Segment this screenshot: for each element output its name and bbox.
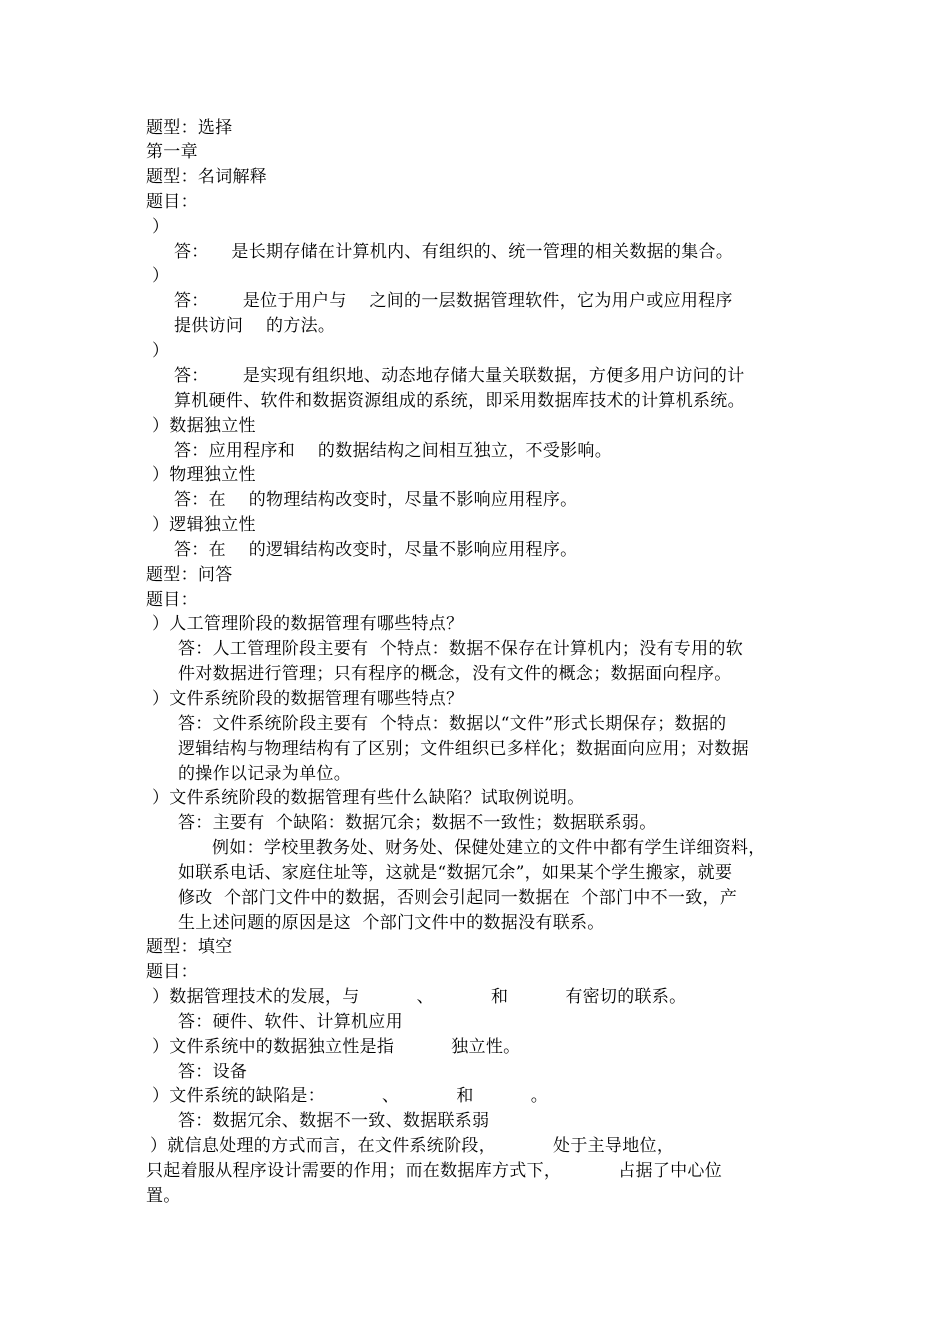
example-text: 例如：学校里教务处、财务处、保健处建立的文件中都有学生详细资料，: [212, 838, 766, 858]
question-text: 只起着服从程序设计需要的作用；而在数据库方式下， 占据了中心位: [146, 1161, 723, 1181]
answer-text: 答：在 的物理结构改变时，尽量不影响应用程序。: [174, 490, 578, 510]
chapter-heading: 第一章: [146, 142, 198, 162]
answer-text: 的操作以记录为单位。: [178, 764, 351, 784]
answer-text: 答：硬件、软件、计算机应用: [178, 1012, 403, 1032]
answer-text: 逻辑结构与物理结构有了区别；文件组织已多样化；数据面向应用；对数据: [178, 739, 749, 759]
item-number: ）: [152, 217, 170, 237]
answer-text: 件对数据进行管理；只有程序的概念，没有文件的概念；数据面向程序。: [178, 664, 732, 684]
question-text: ）文件系统的缺陷是： 、 和 。: [152, 1086, 549, 1106]
question-text: ）人工管理阶段的数据管理有哪些特点？: [152, 614, 464, 634]
question-text: ）就信息处理的方式而言，在文件系统阶段， 处于主导地位，: [150, 1136, 675, 1156]
question-text: ）文件系统阶段的数据管理有哪些特点？: [152, 689, 464, 709]
answer-text: 答： 是实现有组织地、动态地存储大量关联数据，方便多用户访问的计: [174, 366, 745, 386]
questions-label: 题目：: [146, 962, 198, 982]
item-term: ）数据独立性: [152, 416, 256, 436]
answer-text: 答：人工管理阶段主要有 个特点：数据不保存在计算机内；没有专用的软: [178, 639, 744, 659]
item-number: ）: [152, 341, 170, 361]
question-text: ）数据管理技术的发展，与 、 和 有密切的联系。: [152, 987, 687, 1007]
question-text: 置。: [146, 1186, 181, 1206]
answer-text: 答：文件系统阶段主要有 个特点：数据以“文件”形式长期保存；数据的: [178, 714, 727, 734]
answer-text: 答：应用程序和 的数据结构之间相互独立，不受影响。: [174, 441, 613, 461]
item-term: ）逻辑独立性: [152, 515, 256, 535]
answer-text: 答：在 的逻辑结构改变时，尽量不影响应用程序。: [174, 540, 578, 560]
example-text: 生上述问题的原因是这 个部门文件中的数据没有联系。: [178, 913, 605, 933]
answer-text: 答： 是长期存储在计算机内、有组织的、统一管理的相关数据的集合。: [174, 242, 734, 262]
answer-text: 提供访问 的方法。: [174, 316, 336, 336]
item-number: ）: [152, 266, 170, 286]
example-text: 修改 个部门文件中的数据，否则会引起同一数据在 个部门中不一致，产: [178, 888, 738, 908]
answer-text: 算机硬件、软件和数据资源组成的系统，即采用数据库技术的计算机系统。: [174, 391, 745, 411]
questions-label: 题目：: [146, 590, 198, 610]
question-text: ）文件系统中的数据独立性是指 独立性。: [152, 1037, 521, 1057]
answer-text: 答：主要有 个缺陷：数据冗余；数据不一致性；数据联系弱。: [178, 813, 657, 833]
question-type-terms: 题型：名词解释: [146, 167, 268, 187]
answer-text: 答：设备: [178, 1062, 248, 1082]
answer-text: 答： 是位于用户与 之间的一层数据管理软件，它为用户或应用程序: [174, 291, 733, 311]
questions-label: 题目：: [146, 192, 198, 212]
example-text: 如联系电话、家庭住址等，这就是“数据冗余”，如果某个学生搬家，就要: [178, 863, 733, 883]
answer-text: 答：数据冗余、数据不一致、数据联系弱: [178, 1111, 490, 1131]
question-type-fill: 题型：填空: [146, 937, 233, 957]
question-text: ）文件系统阶段的数据管理有些什么缺陷？试取例说明。: [152, 788, 585, 808]
question-type-qa: 题型：问答: [146, 565, 233, 585]
item-term: ）物理独立性: [152, 465, 256, 485]
question-type-choice: 题型：选择: [146, 118, 233, 138]
